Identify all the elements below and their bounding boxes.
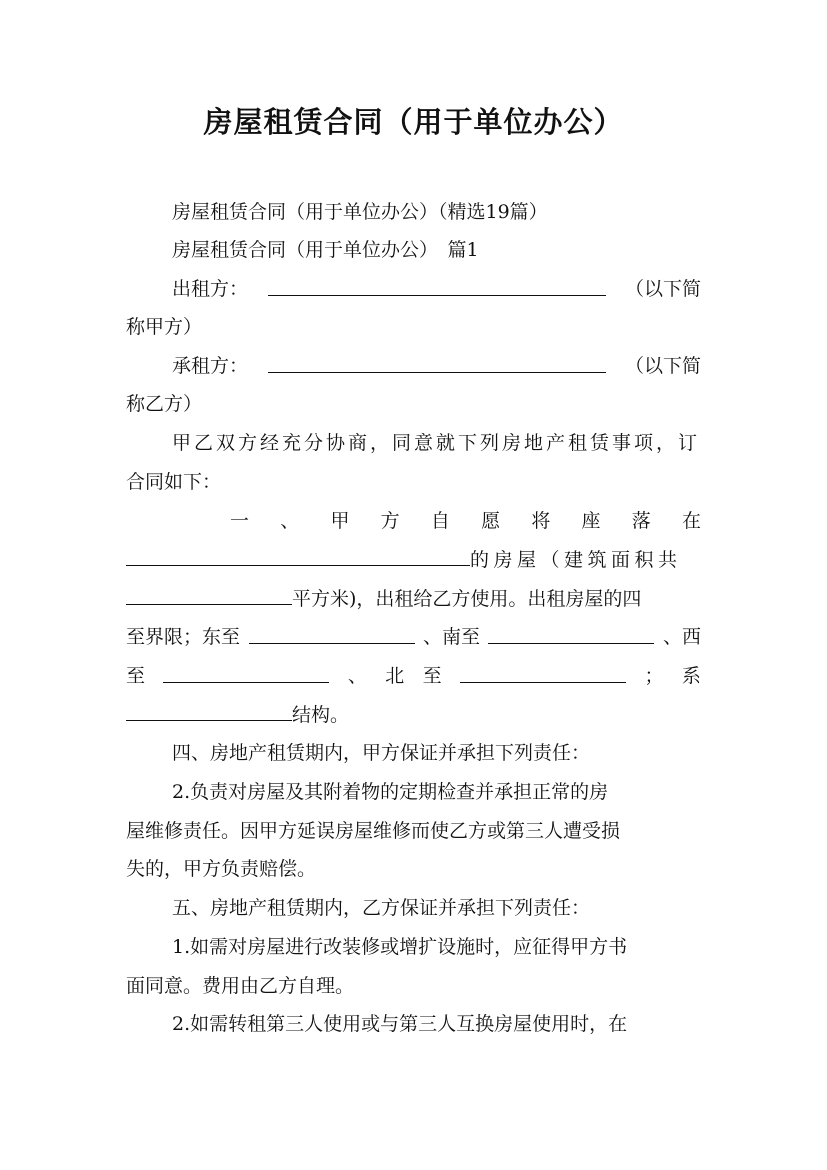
clause1-word: 落 — [631, 510, 651, 532]
east-boundary-blank[interactable] — [249, 624, 415, 644]
clause4-item2-line-2: 屋维修责任。因甲方延误房屋维修而使乙方或第三人遭受损 — [126, 820, 621, 842]
clause1-line-6-text: 结构。 — [292, 704, 350, 726]
document-title: 房屋租赁合同（用于单位办公） — [203, 105, 624, 139]
property-location-blank[interactable] — [126, 546, 470, 566]
south-boundary-blank[interactable] — [488, 624, 654, 644]
lessor-suffix: （以下简 — [624, 278, 701, 300]
clause5-item1-line-2: 面同意。费用由乙方自理。 — [126, 975, 355, 997]
clause5-heading: 五、房地产租赁期内，乙方保证并承担下列责任： — [172, 897, 591, 919]
lessee-label: 承租方： — [172, 355, 249, 377]
clause4-item2-line-1: 2.负责对房屋及其附着物的定期检查并承担正常的房 — [172, 781, 609, 803]
clause4-heading: 四、房地产租赁期内，甲方保证并承担下列责任： — [172, 742, 591, 764]
south-label: 、南至 — [422, 626, 480, 648]
lessor-line — [172, 276, 701, 302]
west-boundary-blank[interactable] — [163, 663, 329, 683]
intro-line-2: 合同如下： — [126, 471, 222, 493]
structure-blank[interactable] — [126, 701, 292, 721]
clause1-line-5 — [126, 663, 701, 689]
lessee-suffix: （以下简 — [624, 355, 701, 377]
west-label-2: 至 — [126, 665, 146, 687]
clause1-word: 将 — [531, 510, 551, 532]
lessor-name-blank[interactable] — [268, 276, 606, 296]
document-subtitle: 房屋租赁合同（用于单位办公）（精选19篇） — [172, 201, 548, 223]
clause1-line-2-text: 的房屋（建筑面积共 — [470, 549, 682, 571]
clause1-word: 愿 — [481, 510, 501, 532]
north-boundary-blank[interactable] — [460, 663, 626, 683]
clause1-line-6 — [126, 701, 701, 728]
clause1-word: 一 — [230, 510, 250, 532]
area-blank[interactable] — [126, 585, 292, 605]
clause1-word: 在 — [681, 510, 701, 532]
clause1-line-3 — [126, 585, 701, 612]
clause5-item1-line-1: 1.如需对房屋进行改装修或增扩设施时，应征得甲方书 — [172, 936, 628, 958]
separator: 、 — [347, 665, 367, 687]
lessee-name-blank[interactable] — [268, 353, 606, 373]
lessee-line-2: 称乙方） — [126, 393, 203, 415]
east-label: 至界限；东至 — [126, 626, 241, 648]
clause1-line-3-text: 平方米)，出租给乙方使用。出租房屋的四 — [292, 588, 642, 610]
lessor-line-2: 称甲方） — [126, 316, 203, 338]
clause1-word: 甲 — [330, 510, 350, 532]
separator: ； — [644, 665, 664, 687]
clause1-line-1 — [230, 508, 701, 534]
clause1-word: 座 — [581, 510, 601, 532]
clause1-line-4 — [126, 624, 701, 650]
clause5-item2-line-1: 2.如需转租第三人使用或与第三人互换房屋使用时，在 — [172, 1013, 628, 1035]
clause1-line-2 — [126, 546, 701, 573]
west-label: 、西 — [662, 626, 701, 648]
north-label: 北 — [385, 665, 405, 687]
lessor-label: 出租方： — [172, 278, 249, 300]
intro-line-1: 甲乙双方经充分协商，同意就下列房地产租赁事项，订 — [172, 432, 701, 454]
clause1-word: 、 — [280, 510, 300, 532]
clause1-word: 方 — [380, 510, 400, 532]
lessee-line — [172, 353, 701, 379]
north-label-2: 至 — [422, 665, 442, 687]
structure-label: 系 — [681, 665, 701, 687]
clause4-item2-line-3: 失的，甲方负责赔偿。 — [126, 858, 317, 880]
clause1-word: 自 — [430, 510, 450, 532]
section-heading: 房屋租赁合同（用于单位办公） 篇1 — [172, 239, 479, 261]
